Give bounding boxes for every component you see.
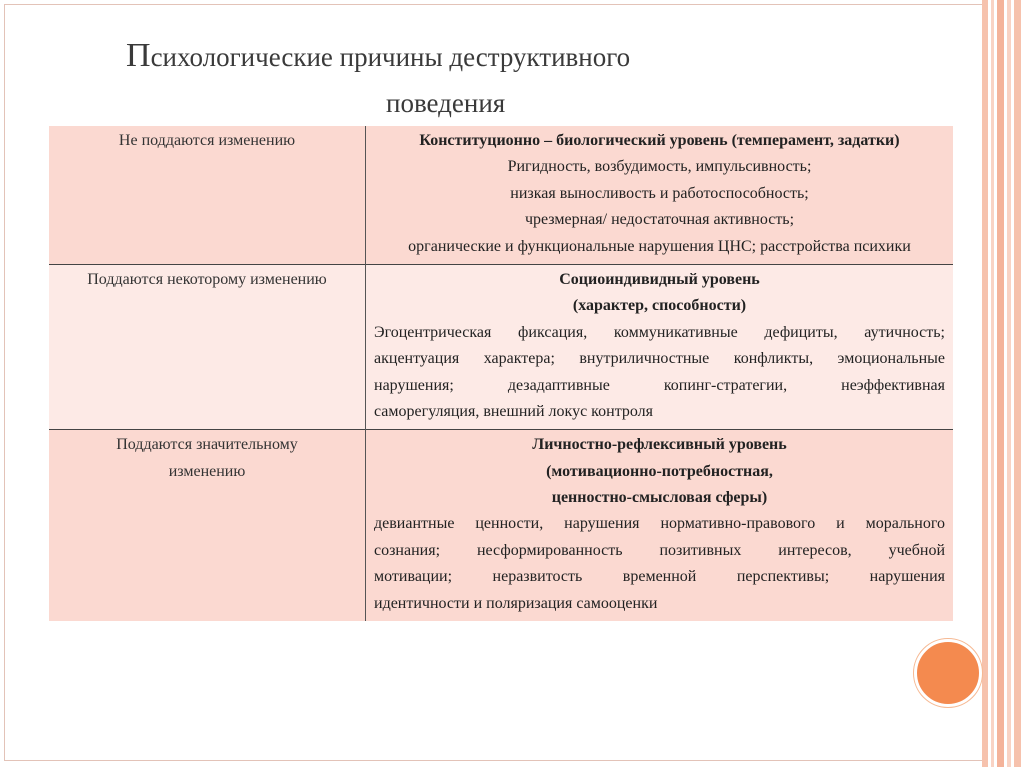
change-level-label: Поддаются значительному изменению bbox=[116, 436, 298, 480]
level-text-line: саморегуляция, внешний локус контроля bbox=[374, 402, 654, 420]
level-text-line: Ригидность, возбудимость, импульсивность; bbox=[507, 158, 812, 176]
level-text-line: Эгоцентрическая фиксация, коммуникативные дефициты, аутичность; bbox=[374, 323, 945, 341]
level-heading: (характер, способности) bbox=[572, 297, 747, 315]
decor-stripe-1 bbox=[982, 0, 988, 767]
decor-circle bbox=[914, 639, 982, 707]
level-text-line: нарушения; дезадаптивные копинг-стратегии, неэффективная bbox=[374, 376, 945, 394]
change-level-cell bbox=[49, 264, 366, 429]
table-row bbox=[49, 264, 953, 429]
level-heading: (мотивационно-потребностная, bbox=[546, 462, 773, 480]
level-description-cell bbox=[366, 264, 954, 429]
level-description-cell bbox=[366, 430, 954, 621]
level-text-line: органические и функциональные нарушения ЦНС; расстройства психики bbox=[408, 237, 911, 255]
change-level-cell bbox=[49, 430, 366, 621]
level-heading: Личностно-рефлексивный уровень bbox=[532, 436, 787, 454]
level-text-line: акцентуация характера; внутриличностные конфликты, эмоциональные bbox=[374, 350, 945, 368]
level-text-line: низкая выносливость и работоспособность; bbox=[510, 184, 809, 202]
level-text-line: идентичности и поляризация самооценки bbox=[374, 594, 658, 612]
decor-stripe-2 bbox=[991, 0, 994, 767]
change-level-cell: Не поддаются изменению bbox=[49, 126, 366, 264]
level-heading: Социоиндивидный уровень bbox=[559, 270, 760, 288]
slide-title bbox=[126, 30, 886, 125]
level-heading: Конституционно – биологический уровень (темперамент, задатки) bbox=[419, 132, 900, 149]
causes-table bbox=[49, 126, 953, 621]
table-row bbox=[49, 430, 953, 621]
decor-stripe-4 bbox=[1007, 0, 1011, 767]
decor-stripe-3 bbox=[997, 0, 1004, 767]
level-description-cell bbox=[366, 126, 954, 264]
level-text-line: чрезмерная/ недостаточная активность; bbox=[524, 211, 795, 229]
level-text-line: девиантные ценности, нарушения нормативно-правового и морального bbox=[374, 515, 945, 533]
level-text-line: мотивации; неразвитость временной перспективы; нарушения bbox=[374, 568, 945, 586]
decor-stripe-5 bbox=[1014, 0, 1021, 767]
title-line-1: Психологические причины деструктивного bbox=[126, 37, 631, 74]
level-text-line: сознания; несформированность позитивных интересов, учебной bbox=[374, 541, 945, 559]
change-level-label: Поддаются некоторому изменению bbox=[87, 270, 327, 288]
table-row bbox=[49, 126, 953, 264]
title-line-2: поведения bbox=[386, 87, 506, 118]
level-heading: ценностно-смысловая сферы) bbox=[551, 489, 768, 507]
